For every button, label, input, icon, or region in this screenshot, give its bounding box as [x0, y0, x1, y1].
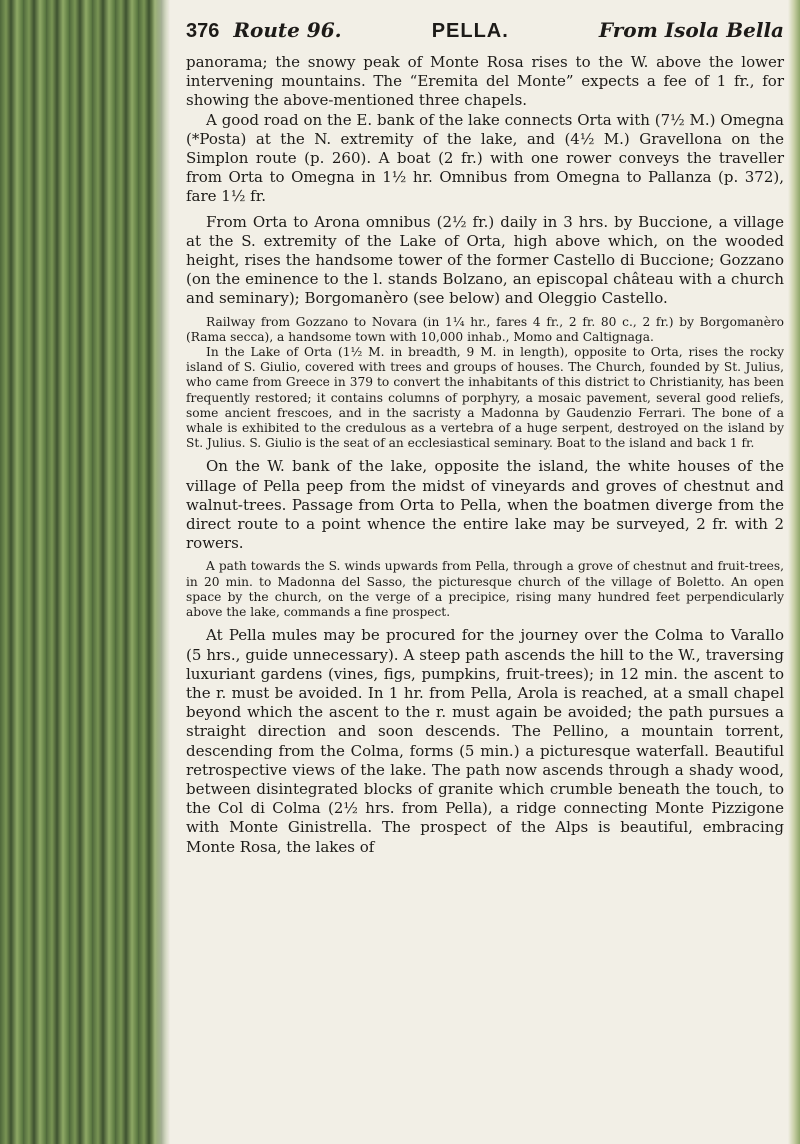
paragraph-small-print: A path towards the S. winds upwards from Pella, through a grove of chestnut and fruit-trees, in 20 min. to Madonna del Sasso, the picturesque church of the village of Boletto. An open space by the church, on the verge of a precipice, rising many hundred feet perpendicularly above the lake, commands a fine prospect. [186, 559, 784, 620]
paragraph: From Orta to Arona omnibus (2½ fr.) daily in 3 hrs. by Buccione, a village at the S. extremity of the Lake of Orta, high above which, on the wooded height, rises the handsome tower of the former Castello di Buccione; Gozzano (on the eminence to the l. stands Bolzano, an episcopal château with a church and seminary); Borgomanèro (see below) and Oleggio Castello. [186, 212, 784, 308]
book-page [186, 18, 784, 857]
paragraph-small-print: In the Lake of Orta (1½ M. in breadth, 9 M. in length), opposite to Orta, rises the rocky island of S. Giulio, covered with trees and groups of houses. The Church, founded by St. Julius, who came from Greece in 379 to convert the inhabitants of this district to Christianity, has been frequently restored; it contains columns of porphyry, a mosaic pavement, several good reliefs, some ancient frescoes, and in the sacristy a Madonna by Gaudenzio Ferrari. The bone of a whale is exhibited to the credulous as a vertebra of a huge serpent, destroyed on the island by St. Julius. S. Giulio is the seat of an ecclesiastical seminary. Boat to the island and back 1 fr. [186, 345, 784, 451]
running-header [186, 18, 784, 43]
header-left [186, 18, 342, 43]
paragraph: panorama; the snowy peak of Monte Rosa rises to the W. above the lower intervening mountains. The “Eremita del Monte” expects a fee of 1 fr., for showing the above-mentioned three chapels. [186, 53, 784, 110]
paragraph: On the W. bank of the lake, opposite the island, the white houses of the village of Pella peep from the midst of vineyards and groves of chestnut and walnut-trees. Passage from Orta to Pella, when the boatmen diverge from the direct route to a point whence the entire lake may be surveyed, 2 fr. with 2 rowers. [186, 457, 784, 553]
page-number: 376 [186, 20, 220, 42]
page-gutter-shadow [0, 0, 170, 1144]
header-from: From Isola Bella [598, 18, 784, 42]
paragraph-small-print: Railway from Gozzano to Novara (in 1¼ hr., fares 4 fr., 2 fr. 80 c., 2 fr.) by Borgomanèro (Rama secca), a handsome town with 10,000 inhab., Momo and Caltignaga. [186, 314, 784, 344]
route-label: Route 96. [233, 18, 342, 42]
page-right-edge [788, 0, 800, 1144]
paragraph: A good road on the E. bank of the lake connects Orta with (7½ M.) Omegna (*Posta) at the N. extremity of the lake, and (4½ M.) Gravellona on the Simplon route (p. 260). A boat (2 fr.) with one rower conveys the traveller from Orta to Omegna in 1½ hr. Omnibus from Omegna to Pallanza (p. 372), fare 1½ fr. [186, 110, 784, 206]
page-title: PELLA. [431, 20, 509, 42]
body-text [186, 53, 784, 857]
paragraph: At Pella mules may be procured for the journey over the Colma to Varallo (5 hrs., guide unnecessary). A steep path ascends the hill to the W., traversing luxuriant gardens (vines, figs, pumpkins, fruit-trees); in 12 min. the ascent to the r. must be avoided. In 1 hr. from Pella, Arola is reached, at a small chapel beyond which the ascent to the r. must again be avoided; the path pursues a straight direction and soon descends. The Pellino, a mountain torrent, descending from the Colma, forms (5 min.) a picturesque waterfall. Beautiful retrospective views of the lake. The path now ascends through a shady wood, between disintegrated blocks of granite which crumble beneath the touch, to the Col di Colma (2½ hrs. from Pella), a ridge connecting Monte Pizzigone with Monte Ginistrella. The prospect of the Alps is beautiful, embracing Monte Rosa, the lakes of [186, 626, 784, 856]
